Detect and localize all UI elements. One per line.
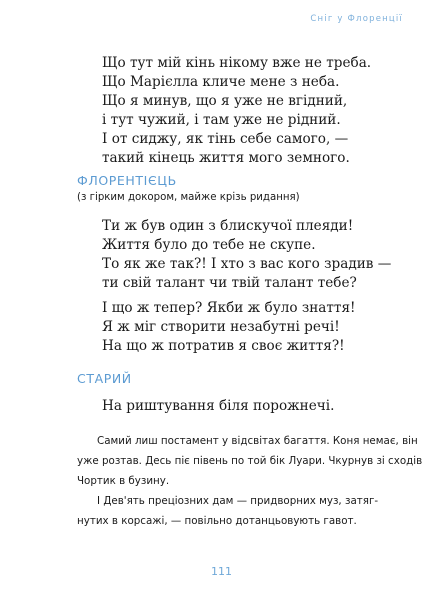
verse-line: На що ж потратив я своє життя?! xyxy=(102,338,345,354)
stanza-2 xyxy=(102,217,391,293)
prose-paragraph-1 xyxy=(77,431,423,491)
verse-line: На риштування біля порожнечі. xyxy=(102,398,335,414)
verse-line: Життя було до тебе не скупе. xyxy=(102,237,316,253)
verse-line: ти свій талант чи твій талант тебе? xyxy=(102,275,357,291)
prose-paragraph-2 xyxy=(77,491,377,531)
speaker-name: ФЛОРЕНТІЄЦЬ xyxy=(77,173,177,188)
stanza-3 xyxy=(102,299,356,356)
word: Коня xyxy=(332,435,360,447)
word: постамент xyxy=(160,435,219,447)
page-number: 111 xyxy=(211,565,232,578)
word: — xyxy=(236,495,247,507)
word: придворних xyxy=(250,495,316,507)
word: у xyxy=(222,435,229,447)
speaker-name: СТАРИЙ xyxy=(77,371,132,386)
word: затяг- xyxy=(344,495,379,507)
prose-line xyxy=(77,491,377,511)
verse-line: Що Марієлла кличе мене з неба. xyxy=(102,74,340,90)
stage-direction: (з гірким докором, майже крізь ридання) xyxy=(77,192,300,203)
verse-line: Ти ж був один з блискучої плеяди! xyxy=(102,218,354,234)
word: Дев'ять xyxy=(103,495,145,507)
stanza-1 xyxy=(102,54,371,168)
prose-line xyxy=(77,431,418,451)
prose-line: Чортик в бузину. xyxy=(77,475,170,487)
word: лиш xyxy=(134,435,158,447)
word: муз, xyxy=(319,495,342,507)
stanza-4 xyxy=(102,397,334,416)
word: І xyxy=(97,495,101,507)
verse-line: і тут чужий, і там уже не рідний. xyxy=(102,112,341,128)
verse-line: Я ж міг створити незабутні речі! xyxy=(102,319,340,335)
word: преціозних xyxy=(148,495,209,507)
prose-line: нутих в корсажі, — повільно дотанцьовують гавот. xyxy=(77,515,357,527)
word: Самий xyxy=(97,435,132,447)
verse-line: І от сиджу, як тінь себе самого, — xyxy=(102,131,349,147)
running-head: Сніг у Флоренції xyxy=(310,14,403,24)
verse-line: Що тут мій кінь нікому вже не треба. xyxy=(102,55,372,71)
word: дам xyxy=(212,495,234,507)
verse-line: То як же так?! І хто з вас кого зрадив — xyxy=(102,256,392,272)
word: багаття. xyxy=(283,435,330,447)
prose-line: уже розтав. Десь піє півень по той бік Луари. Чкурнув зі сходів xyxy=(77,455,423,467)
verse-line: І що ж тепер? Якби ж було знаття! xyxy=(102,300,356,316)
word: немає, xyxy=(362,435,399,447)
word: він xyxy=(402,435,418,447)
word: відсвітах xyxy=(231,435,281,447)
verse-line: Що я минув, що я уже не вгідний, xyxy=(102,93,348,109)
verse-line: такий кінець життя мого земного. xyxy=(102,150,350,166)
